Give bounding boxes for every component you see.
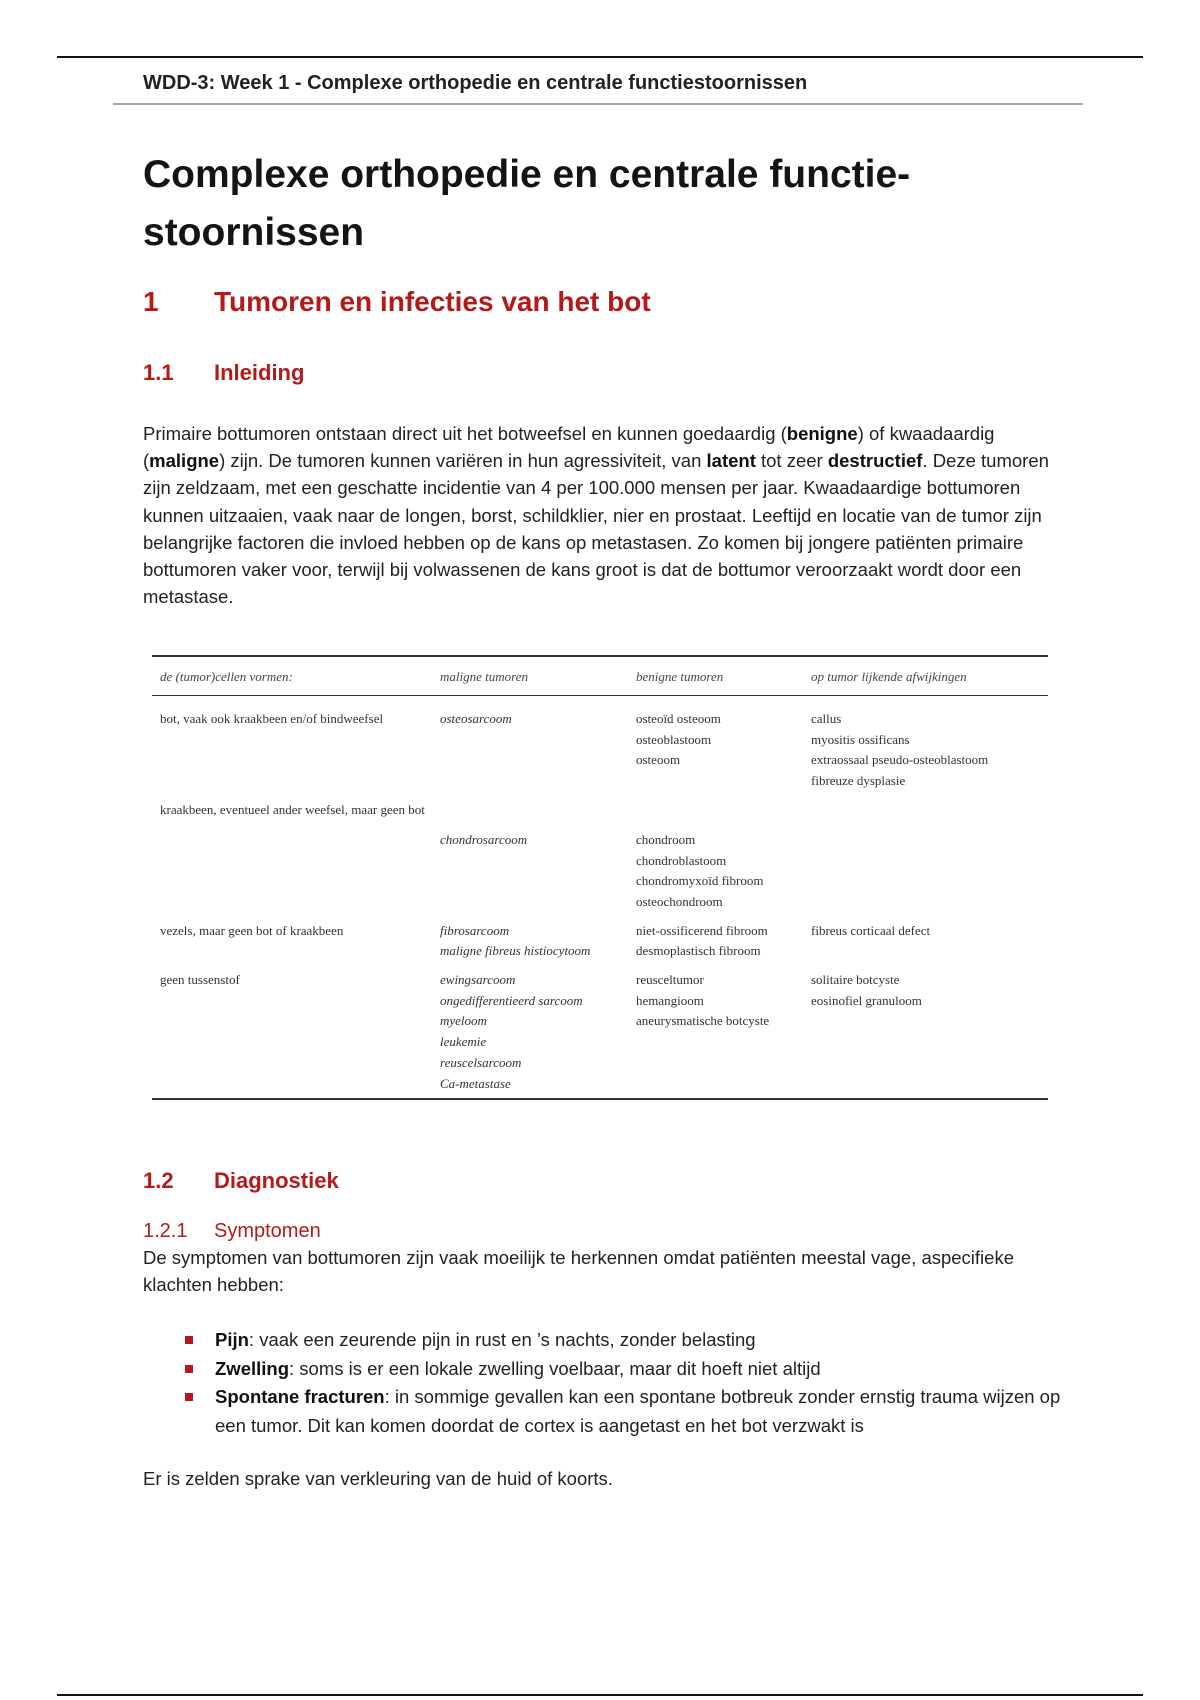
top-page-rule — [57, 56, 1143, 58]
section-1-2-1-number: 1.2.1 — [143, 1220, 188, 1242]
header-rule — [113, 103, 1083, 105]
section-1-2-number: 1.2 — [143, 1168, 174, 1193]
intro-text: ) of kwaadaardig ( — [143, 423, 995, 472]
intro-bold-term: maligne — [149, 450, 220, 472]
table-cell-item: aneurysmatische botcyste — [636, 1013, 770, 1029]
table-header-row — [152, 656, 1048, 696]
lijkend-cell — [803, 917, 1048, 966]
table-row — [152, 917, 1048, 966]
table-cell-item: osteoblastoom — [636, 731, 712, 747]
table-cell-item: ewingsarcoom — [440, 972, 516, 988]
section-1-1-number: 1.1 — [143, 360, 174, 385]
symptoms-intro: De symptomen van bottumoren zijn vaak moeilijk te herkennen omdat patiënten meestal vage, aspecifieke klachten hebben: — [143, 1247, 1014, 1296]
list-item — [143, 1355, 1063, 1384]
list-item — [143, 1326, 1063, 1355]
intro-bold-term: benigne — [786, 423, 858, 444]
table-cell-item: solitaire botcyste — [811, 972, 900, 988]
maligne-cell — [432, 696, 628, 796]
section-1-heading — [143, 284, 1063, 320]
maligne-cell — [432, 917, 628, 966]
tissue-cell: kraakbeen, eventueel ander weefsel, maar geen bot — [160, 801, 425, 817]
table-cell-item: hemangioom — [636, 992, 704, 1008]
table-cell-item: myeloom — [440, 1013, 487, 1029]
table-cell-item: fibreus corticaal defect — [811, 922, 931, 938]
maligne-cell — [432, 796, 628, 917]
section-1-1-heading — [143, 358, 1063, 388]
benigne-cell — [628, 966, 803, 1099]
table-header-cell: op tumor lijkende afwijkingen — [803, 656, 1048, 696]
table-cell-item: desmoplastisch fibroom — [636, 943, 761, 959]
table-row — [152, 796, 1048, 917]
intro-text: Primaire bottumoren ontstaan direct uit het botweefsel en kunnen goedaardig ( — [143, 423, 787, 444]
table-header-cell: benigne tumoren — [628, 656, 803, 696]
symptom-text: : vaak een zeurende pijn in rust en ’s nachts, zonder belasting — [248, 1329, 756, 1351]
table-cell-item: fibrosarcoom — [440, 922, 510, 938]
table-cell-item: eosinofiel granuloom — [811, 992, 922, 1008]
square-bullet-icon — [185, 1393, 193, 1401]
maligne-cell — [432, 966, 628, 1099]
benigne-cell — [628, 696, 803, 796]
closing-paragraph: Er is zelden sprake van verkleuring van de huid of koorts. — [143, 1468, 613, 1490]
symptom-list — [143, 1326, 1063, 1440]
intro-bold-term: destructief — [827, 450, 923, 472]
table-header-cell: de (tumor)cellen vormen: — [152, 656, 432, 696]
section-1-title: Tumoren en infecties van het bot — [214, 286, 651, 317]
table-cell-item: osteosarcoom — [440, 711, 512, 726]
section-1-2-1-title: Symptomen — [214, 1220, 321, 1242]
square-bullet-icon — [185, 1336, 193, 1344]
bottom-page-rule — [57, 1694, 1143, 1696]
table-cell-item: niet-ossificerend fibroom — [636, 922, 768, 938]
tissue-cell: bot, vaak ook kraakbeen en/of bindweefsel — [160, 711, 384, 726]
section-1-2-heading — [143, 1166, 1063, 1196]
section-1-1-title: Inleiding — [214, 360, 305, 385]
symptom-term: Pijn — [215, 1329, 249, 1351]
table-row — [152, 696, 1048, 796]
benigne-cell — [628, 917, 803, 966]
table-header-cell: maligne tumoren — [432, 656, 628, 696]
table-cell-item: maligne fibreus histiocytoom — [440, 943, 591, 959]
lijkend-cell — [803, 796, 1048, 917]
lijkend-cell — [803, 696, 1048, 796]
table-cell-item: callus — [811, 711, 842, 726]
symptom-text: : soms is er een lokale zwelling voelbaar, maar dit hoeft niet altijd — [289, 1357, 821, 1379]
table-cell-item: myositis ossificans — [811, 731, 910, 747]
table-cell-item: leukemie — [440, 1034, 487, 1050]
table-cell-item: fibreuze dysplasie — [811, 773, 906, 789]
table-cell-item: chondrosarcoom — [440, 831, 528, 847]
table-cell-item: ongedifferentieerd sarcoom — [440, 992, 583, 1008]
lijkend-cell — [803, 966, 1048, 1099]
symptom-term: Zwelling — [215, 1357, 289, 1379]
table-cell-item: chondroblastoom — [636, 852, 727, 868]
list-item — [143, 1383, 1063, 1440]
symptom-term: Spontane fracturen — [215, 1386, 385, 1408]
tissue-cell: geen tussenstof — [152, 966, 432, 1099]
tumor-classification-table — [152, 655, 1048, 1100]
table-row — [152, 966, 1048, 1099]
table-cell-item: osteochondroom — [636, 893, 723, 909]
section-1-number: 1 — [143, 286, 159, 317]
table-cell-item: osteoom — [636, 752, 681, 768]
intro-text: ) zijn. De tumoren kunnen variëren in hun agressiviteit, van — [219, 450, 707, 472]
intro-text: tot zeer — [755, 450, 828, 472]
tumor-classification-table-wrapper — [152, 655, 1048, 1100]
section-1-2-title: Diagnostiek — [214, 1168, 339, 1193]
intro-bold-term: latent — [706, 450, 756, 472]
table-cell-item: extraossaal pseudo-osteoblastoom — [811, 752, 989, 768]
table-cell-item: Ca-metastase — [440, 1075, 511, 1091]
benigne-cell — [628, 796, 803, 917]
main-content — [143, 146, 1063, 610]
table-cell-item: osteoïd osteoom — [636, 711, 721, 726]
square-bullet-icon — [185, 1365, 193, 1373]
tissue-cell: vezels, maar geen bot of kraakbeen — [160, 922, 344, 938]
table-cell-item: chondroom — [636, 831, 696, 847]
running-header: WDD-3: Week 1 - Complexe orthopedie en centrale functiestoornissen — [143, 72, 808, 94]
intro-paragraph — [143, 420, 1063, 610]
document-title: Complexe orthopedie en centrale functie-stoornissen — [143, 153, 911, 254]
symptom-text: : in sommige gevallen kan een spontane botbreuk zonder ernstig trauma wijzen op een tumor. Dit kan komen doordat de cortex is aangetast en het bot verzwakt is — [215, 1386, 1061, 1436]
table-cell-item: chondromyxoïd fibroom — [636, 873, 764, 889]
table-cell-item: reuscelsarcoom — [440, 1054, 522, 1070]
diagnostics-section — [143, 1166, 1063, 1493]
table-cell-item: reusceltumor — [636, 972, 704, 988]
intro-text: . Deze tumoren zijn zeldzaam, met een geschatte incidentie van 4 per 100.000 mensen per jaar. Kwaadaardige bottumoren kunnen uitzaaien, vaak naar de longen, borst, schildklier, nier en prostaat. Leeftijd en locatie van de tumor zijn belangrijke factoren die invloed hebben op de kans op metastasen. Zo komen bij jongere patiënten primaire bottumoren vaker voor, terwijl bij volwassenen de kans groot is dat de bottumor veroorzaakt wordt door een metastase. — [143, 450, 1049, 608]
section-1-2-1-heading — [143, 1218, 1063, 1244]
